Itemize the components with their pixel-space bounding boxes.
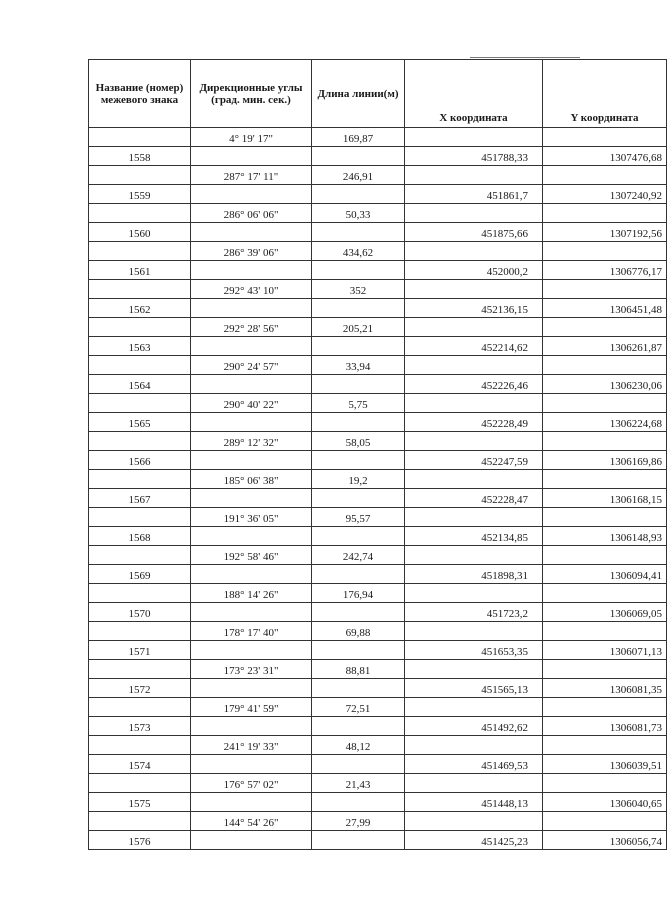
direction-angle-cell bbox=[191, 185, 312, 204]
x-coordinate-cell bbox=[405, 204, 543, 223]
x-coordinate-cell: 452214,62 bbox=[405, 337, 543, 356]
direction-angle-cell bbox=[191, 375, 312, 394]
direction-angle-cell: 290° 40' 22" bbox=[191, 394, 312, 413]
x-coordinate-cell bbox=[405, 736, 543, 755]
line-length-cell bbox=[312, 489, 405, 508]
direction-angle-cell bbox=[191, 413, 312, 432]
y-coordinate-cell bbox=[543, 660, 667, 679]
line-length-cell: 205,21 bbox=[312, 318, 405, 337]
segment-row bbox=[89, 622, 667, 641]
x-coordinate-cell: 452228,47 bbox=[405, 489, 543, 508]
x-coordinate-cell: 452247,59 bbox=[405, 451, 543, 470]
direction-angle-cell bbox=[191, 603, 312, 622]
direction-angle-cell: 191° 36' 05" bbox=[191, 508, 312, 527]
y-coordinate-cell bbox=[543, 508, 667, 527]
y-coordinate-cell: 1306069,05 bbox=[543, 603, 667, 622]
line-length-cell bbox=[312, 413, 405, 432]
line-length-cell: 242,74 bbox=[312, 546, 405, 565]
header-x-coordinate: X координата bbox=[405, 60, 543, 128]
direction-angle-cell bbox=[191, 755, 312, 774]
direction-angle-cell: 185° 06' 38" bbox=[191, 470, 312, 489]
direction-angle-cell bbox=[191, 299, 312, 318]
segment-row bbox=[89, 128, 667, 147]
point-row bbox=[89, 641, 667, 660]
direction-angle-cell: 144° 54' 26" bbox=[191, 812, 312, 831]
y-coordinate-cell bbox=[543, 280, 667, 299]
direction-angle-cell: 290° 24' 57" bbox=[191, 356, 312, 375]
header-line-length: Длина линии(м) bbox=[312, 60, 405, 128]
point-row bbox=[89, 375, 667, 394]
y-coordinate-cell: 1306451,48 bbox=[543, 299, 667, 318]
x-coordinate-cell bbox=[405, 356, 543, 375]
segment-row bbox=[89, 166, 667, 185]
y-coordinate-cell: 1306071,13 bbox=[543, 641, 667, 660]
x-coordinate-cell bbox=[405, 774, 543, 793]
line-length-cell bbox=[312, 793, 405, 812]
line-length-cell: 48,12 bbox=[312, 736, 405, 755]
line-length-cell: 19,2 bbox=[312, 470, 405, 489]
y-coordinate-cell: 1306168,15 bbox=[543, 489, 667, 508]
direction-angle-cell: 188° 14' 26" bbox=[191, 584, 312, 603]
point-name-cell bbox=[89, 812, 191, 831]
x-coordinate-cell bbox=[405, 508, 543, 527]
direction-angle-cell bbox=[191, 261, 312, 280]
y-coordinate-cell: 1306230,06 bbox=[543, 375, 667, 394]
point-name-cell bbox=[89, 394, 191, 413]
point-row bbox=[89, 147, 667, 166]
line-length-cell bbox=[312, 641, 405, 660]
point-name-cell: 1560 bbox=[89, 223, 191, 242]
x-coordinate-cell: 451653,35 bbox=[405, 641, 543, 660]
direction-angle-cell bbox=[191, 147, 312, 166]
x-coordinate-cell: 452228,49 bbox=[405, 413, 543, 432]
segment-row bbox=[89, 660, 667, 679]
segment-row bbox=[89, 432, 667, 451]
table-header-row bbox=[89, 60, 667, 128]
x-coordinate-cell: 451723,2 bbox=[405, 603, 543, 622]
point-name-cell bbox=[89, 166, 191, 185]
x-coordinate-cell: 452000,2 bbox=[405, 261, 543, 280]
segment-row bbox=[89, 356, 667, 375]
x-coordinate-cell: 452136,15 bbox=[405, 299, 543, 318]
segment-row bbox=[89, 546, 667, 565]
line-length-cell bbox=[312, 831, 405, 850]
y-coordinate-cell: 1306261,87 bbox=[543, 337, 667, 356]
point-name-cell bbox=[89, 470, 191, 489]
point-name-cell: 1571 bbox=[89, 641, 191, 660]
point-name-cell bbox=[89, 318, 191, 337]
direction-angle-cell bbox=[191, 489, 312, 508]
x-coordinate-cell bbox=[405, 660, 543, 679]
line-length-cell: 95,57 bbox=[312, 508, 405, 527]
line-length-cell bbox=[312, 717, 405, 736]
line-length-cell: 27,99 bbox=[312, 812, 405, 831]
point-name-cell bbox=[89, 432, 191, 451]
y-coordinate-cell bbox=[543, 812, 667, 831]
x-coordinate-cell bbox=[405, 394, 543, 413]
y-coordinate-cell: 1306148,93 bbox=[543, 527, 667, 546]
y-coordinate-cell bbox=[543, 698, 667, 717]
x-coordinate-cell bbox=[405, 280, 543, 299]
y-coordinate-cell bbox=[543, 546, 667, 565]
x-coordinate-cell bbox=[405, 622, 543, 641]
y-coordinate-cell: 1306776,17 bbox=[543, 261, 667, 280]
y-coordinate-cell bbox=[543, 318, 667, 337]
point-name-cell: 1561 bbox=[89, 261, 191, 280]
segment-row bbox=[89, 736, 667, 755]
direction-angle-cell: 176° 57' 02" bbox=[191, 774, 312, 793]
point-name-cell bbox=[89, 698, 191, 717]
point-name-cell bbox=[89, 128, 191, 147]
y-coordinate-cell: 1306081,35 bbox=[543, 679, 667, 698]
segment-row bbox=[89, 280, 667, 299]
point-row bbox=[89, 337, 667, 356]
point-row bbox=[89, 489, 667, 508]
line-length-cell bbox=[312, 565, 405, 584]
point-name-cell: 1564 bbox=[89, 375, 191, 394]
y-coordinate-cell bbox=[543, 584, 667, 603]
point-row bbox=[89, 299, 667, 318]
point-row bbox=[89, 717, 667, 736]
y-coordinate-cell bbox=[543, 622, 667, 641]
point-name-cell bbox=[89, 508, 191, 527]
line-length-cell bbox=[312, 603, 405, 622]
direction-angle-cell: 173° 23' 31" bbox=[191, 660, 312, 679]
point-name-cell bbox=[89, 584, 191, 603]
x-coordinate-cell bbox=[405, 584, 543, 603]
point-name-cell: 1566 bbox=[89, 451, 191, 470]
point-name-cell bbox=[89, 280, 191, 299]
direction-angle-cell: 179° 41' 59" bbox=[191, 698, 312, 717]
x-coordinate-cell: 451788,33 bbox=[405, 147, 543, 166]
y-coordinate-cell bbox=[543, 242, 667, 261]
line-length-cell: 50,33 bbox=[312, 204, 405, 223]
point-name-cell: 1565 bbox=[89, 413, 191, 432]
direction-angle-cell bbox=[191, 641, 312, 660]
x-coordinate-cell: 451469,53 bbox=[405, 755, 543, 774]
line-length-cell bbox=[312, 755, 405, 774]
point-name-cell bbox=[89, 546, 191, 565]
header-direction-angle: Дирекционные углы (град. мин. сек.) bbox=[191, 60, 312, 128]
scan-line-artifact bbox=[470, 57, 580, 58]
x-coordinate-cell bbox=[405, 318, 543, 337]
direction-angle-cell bbox=[191, 679, 312, 698]
line-length-cell: 176,94 bbox=[312, 584, 405, 603]
y-coordinate-cell bbox=[543, 736, 667, 755]
line-length-cell: 246,91 bbox=[312, 166, 405, 185]
y-coordinate-cell: 1307240,92 bbox=[543, 185, 667, 204]
point-row bbox=[89, 831, 667, 850]
direction-angle-cell: 292° 28' 56" bbox=[191, 318, 312, 337]
point-name-cell: 1576 bbox=[89, 831, 191, 850]
y-coordinate-cell: 1307476,68 bbox=[543, 147, 667, 166]
y-coordinate-cell: 1307192,56 bbox=[543, 223, 667, 242]
segment-row bbox=[89, 508, 667, 527]
x-coordinate-cell bbox=[405, 470, 543, 489]
direction-angle-cell bbox=[191, 565, 312, 584]
point-name-cell: 1563 bbox=[89, 337, 191, 356]
direction-angle-cell: 289° 12' 32" bbox=[191, 432, 312, 451]
direction-angle-cell: 287° 17' 11" bbox=[191, 166, 312, 185]
x-coordinate-cell bbox=[405, 698, 543, 717]
segment-row bbox=[89, 204, 667, 223]
line-length-cell: 169,87 bbox=[312, 128, 405, 147]
point-row bbox=[89, 793, 667, 812]
x-coordinate-cell bbox=[405, 812, 543, 831]
point-name-cell: 1562 bbox=[89, 299, 191, 318]
segment-row bbox=[89, 774, 667, 793]
line-length-cell: 33,94 bbox=[312, 356, 405, 375]
point-row bbox=[89, 413, 667, 432]
point-row bbox=[89, 261, 667, 280]
y-coordinate-cell bbox=[543, 128, 667, 147]
coordinates-table bbox=[88, 59, 667, 850]
x-coordinate-cell: 451565,13 bbox=[405, 679, 543, 698]
direction-angle-cell bbox=[191, 223, 312, 242]
segment-row bbox=[89, 698, 667, 717]
point-row bbox=[89, 679, 667, 698]
line-length-cell bbox=[312, 451, 405, 470]
point-row bbox=[89, 603, 667, 622]
point-row bbox=[89, 755, 667, 774]
x-coordinate-cell: 452134,85 bbox=[405, 527, 543, 546]
y-coordinate-cell: 1306039,51 bbox=[543, 755, 667, 774]
x-coordinate-cell: 451898,31 bbox=[405, 565, 543, 584]
point-name-cell: 1558 bbox=[89, 147, 191, 166]
line-length-cell bbox=[312, 527, 405, 546]
y-coordinate-cell bbox=[543, 774, 667, 793]
direction-angle-cell: 286° 06' 06" bbox=[191, 204, 312, 223]
line-length-cell bbox=[312, 337, 405, 356]
line-length-cell: 72,51 bbox=[312, 698, 405, 717]
direction-angle-cell bbox=[191, 793, 312, 812]
x-coordinate-cell: 451425,23 bbox=[405, 831, 543, 850]
x-coordinate-cell bbox=[405, 166, 543, 185]
point-row bbox=[89, 565, 667, 584]
line-length-cell bbox=[312, 679, 405, 698]
direction-angle-cell: 292° 43' 10" bbox=[191, 280, 312, 299]
segment-row bbox=[89, 242, 667, 261]
point-name-cell: 1559 bbox=[89, 185, 191, 204]
point-name-cell: 1570 bbox=[89, 603, 191, 622]
direction-angle-cell bbox=[191, 527, 312, 546]
y-coordinate-cell: 1306224,68 bbox=[543, 413, 667, 432]
point-name-cell bbox=[89, 736, 191, 755]
point-row bbox=[89, 185, 667, 204]
line-length-cell bbox=[312, 223, 405, 242]
point-name-cell bbox=[89, 622, 191, 641]
x-coordinate-cell: 451861,7 bbox=[405, 185, 543, 204]
header-y-coordinate: Y координата bbox=[543, 60, 667, 128]
x-coordinate-cell bbox=[405, 242, 543, 261]
table-body bbox=[89, 128, 667, 850]
point-name-cell: 1567 bbox=[89, 489, 191, 508]
segment-row bbox=[89, 394, 667, 413]
line-length-cell: 434,62 bbox=[312, 242, 405, 261]
y-coordinate-cell: 1306040,65 bbox=[543, 793, 667, 812]
line-length-cell bbox=[312, 299, 405, 318]
y-coordinate-cell bbox=[543, 432, 667, 451]
line-length-cell: 88,81 bbox=[312, 660, 405, 679]
y-coordinate-cell bbox=[543, 394, 667, 413]
direction-angle-cell bbox=[191, 831, 312, 850]
segment-row bbox=[89, 318, 667, 337]
segment-row bbox=[89, 470, 667, 489]
y-coordinate-cell: 1306169,86 bbox=[543, 451, 667, 470]
line-length-cell: 69,88 bbox=[312, 622, 405, 641]
y-coordinate-cell: 1306094,41 bbox=[543, 565, 667, 584]
x-coordinate-cell: 452226,46 bbox=[405, 375, 543, 394]
line-length-cell bbox=[312, 375, 405, 394]
direction-angle-cell: 286° 39' 06" bbox=[191, 242, 312, 261]
direction-angle-cell: 178° 17' 40" bbox=[191, 622, 312, 641]
x-coordinate-cell bbox=[405, 546, 543, 565]
point-name-cell: 1569 bbox=[89, 565, 191, 584]
line-length-cell bbox=[312, 261, 405, 280]
x-coordinate-cell bbox=[405, 432, 543, 451]
y-coordinate-cell bbox=[543, 356, 667, 375]
line-length-cell bbox=[312, 185, 405, 204]
point-row bbox=[89, 451, 667, 470]
point-name-cell bbox=[89, 660, 191, 679]
x-coordinate-cell bbox=[405, 128, 543, 147]
direction-angle-cell bbox=[191, 451, 312, 470]
point-name-cell bbox=[89, 204, 191, 223]
point-name-cell: 1575 bbox=[89, 793, 191, 812]
header-point-name: Название (номер) межевого знака bbox=[89, 60, 191, 128]
direction-angle-cell: 4° 19' 17" bbox=[191, 128, 312, 147]
y-coordinate-cell bbox=[543, 470, 667, 489]
point-row bbox=[89, 223, 667, 242]
y-coordinate-cell bbox=[543, 166, 667, 185]
line-length-cell bbox=[312, 147, 405, 166]
point-name-cell: 1574 bbox=[89, 755, 191, 774]
line-length-cell: 21,43 bbox=[312, 774, 405, 793]
x-coordinate-cell: 451492,62 bbox=[405, 717, 543, 736]
y-coordinate-cell: 1306081,73 bbox=[543, 717, 667, 736]
line-length-cell: 5,75 bbox=[312, 394, 405, 413]
x-coordinate-cell: 451875,66 bbox=[405, 223, 543, 242]
point-name-cell: 1573 bbox=[89, 717, 191, 736]
point-name-cell: 1572 bbox=[89, 679, 191, 698]
point-name-cell bbox=[89, 774, 191, 793]
point-name-cell: 1568 bbox=[89, 527, 191, 546]
segment-row bbox=[89, 584, 667, 603]
point-name-cell bbox=[89, 242, 191, 261]
direction-angle-cell: 241° 19' 33" bbox=[191, 736, 312, 755]
direction-angle-cell: 192° 58' 46" bbox=[191, 546, 312, 565]
line-length-cell: 352 bbox=[312, 280, 405, 299]
point-name-cell bbox=[89, 356, 191, 375]
direction-angle-cell bbox=[191, 337, 312, 356]
y-coordinate-cell bbox=[543, 204, 667, 223]
line-length-cell: 58,05 bbox=[312, 432, 405, 451]
x-coordinate-cell: 451448,13 bbox=[405, 793, 543, 812]
direction-angle-cell bbox=[191, 717, 312, 736]
point-row bbox=[89, 527, 667, 546]
segment-row bbox=[89, 812, 667, 831]
y-coordinate-cell: 1306056,74 bbox=[543, 831, 667, 850]
